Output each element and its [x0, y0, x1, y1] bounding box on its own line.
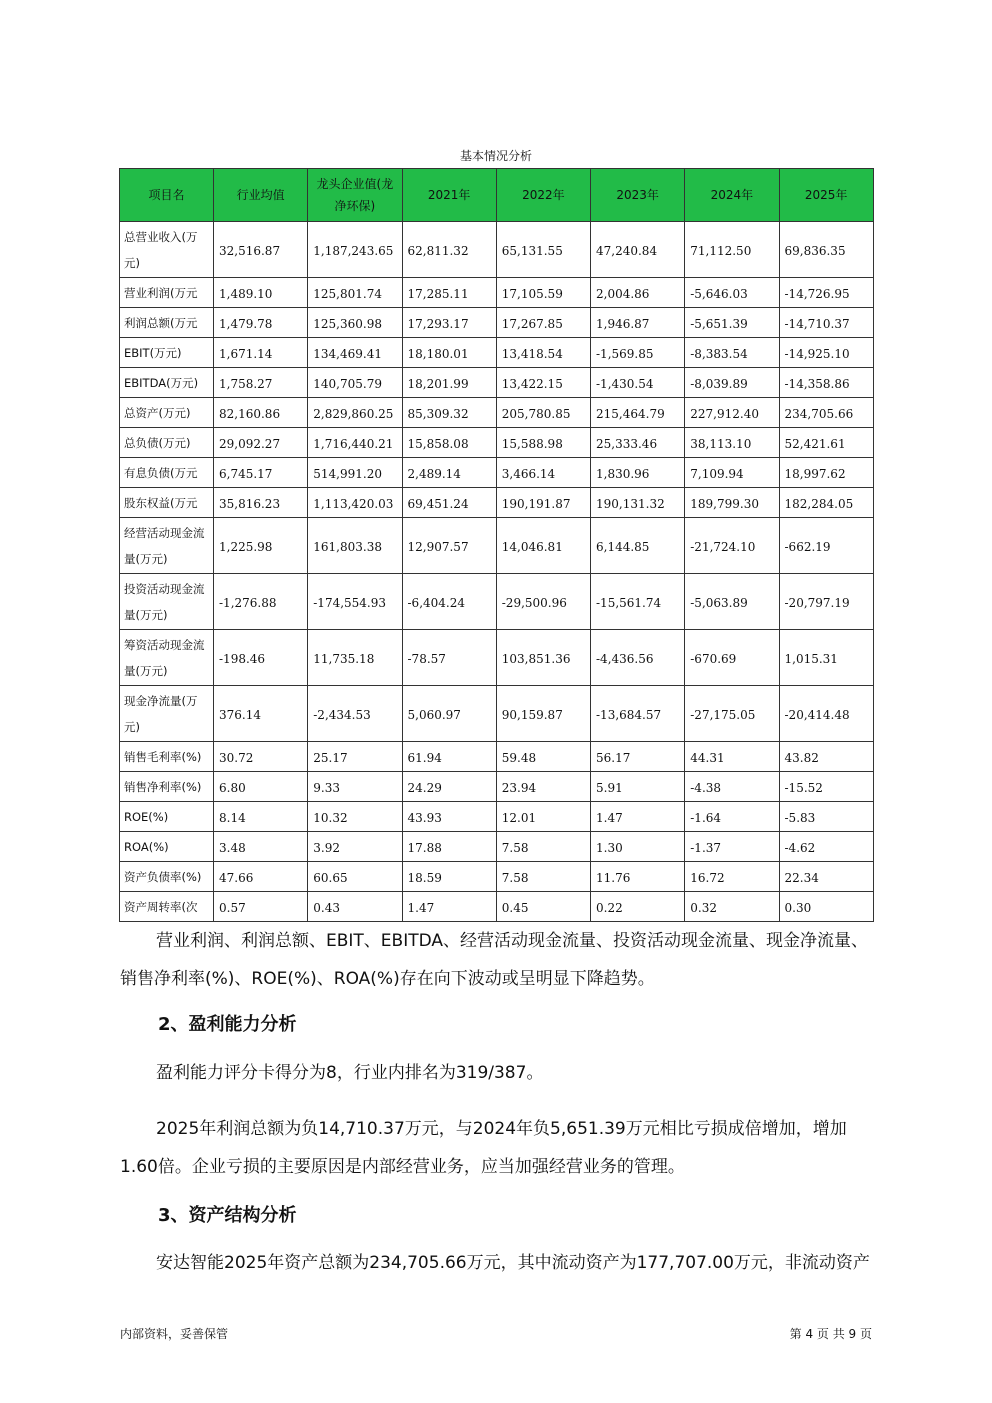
row-label: 股东权益(万元 [120, 488, 214, 518]
table-cell: 1,187,243.65 [308, 222, 402, 278]
table-cell: 13,418.54 [496, 338, 590, 368]
table-cell: 0.43 [308, 892, 402, 922]
table-cell: 61.94 [402, 742, 496, 772]
table-cell: 7,109.94 [685, 458, 779, 488]
table-cell: 23.94 [496, 772, 590, 802]
table-row [120, 308, 874, 338]
table-cell: 52,421.61 [779, 428, 873, 458]
table-row [120, 742, 874, 772]
table-cell: -14,358.86 [779, 368, 873, 398]
table-cell: -5.83 [779, 802, 873, 832]
table-cell: 227,912.40 [685, 398, 779, 428]
table-cell: 182,284.05 [779, 488, 873, 518]
row-label: 有息负债(万元 [120, 458, 214, 488]
table-cell: -8,039.89 [685, 368, 779, 398]
row-label: 经营活动现金流量(万元) [120, 518, 214, 574]
row-label: 营业利润(万元 [120, 278, 214, 308]
table-row [120, 630, 874, 686]
table-cell: 1,489.10 [214, 278, 308, 308]
table-cell: -14,726.95 [779, 278, 873, 308]
table-header-row [120, 169, 874, 222]
table-cell: 15,858.08 [402, 428, 496, 458]
table-cell: 7.58 [496, 832, 590, 862]
table-cell: 125,801.74 [308, 278, 402, 308]
table-cell: -13,684.57 [591, 686, 685, 742]
table-cell: 1,946.87 [591, 308, 685, 338]
table-cell: 2,489.14 [402, 458, 496, 488]
table-cell: 62,811.32 [402, 222, 496, 278]
table-cell: 29,092.27 [214, 428, 308, 458]
row-label: 投资活动现金流量(万元) [120, 574, 214, 630]
table-cell: 43.93 [402, 802, 496, 832]
table-cell: 38,113.10 [685, 428, 779, 458]
table-cell: 14,046.81 [496, 518, 590, 574]
header-2022: 2022年 [496, 169, 590, 222]
table-cell: -29,500.96 [496, 574, 590, 630]
table-row [120, 458, 874, 488]
row-label: 现金净流量(万元) [120, 686, 214, 742]
table-cell: 1.30 [591, 832, 685, 862]
table-cell: -14,925.10 [779, 338, 873, 368]
table-cell: 1,758.27 [214, 368, 308, 398]
table-cell: 134,469.41 [308, 338, 402, 368]
header-2021: 2021年 [402, 169, 496, 222]
asset-structure-detail: 安达智能2025年资产总额为234,705.66万元，其中流动资产为177,707.00万元，非流动资产 [156, 1253, 870, 1273]
table-cell: 10.32 [308, 802, 402, 832]
table-cell: 69,836.35 [779, 222, 873, 278]
table-cell: 90,159.87 [496, 686, 590, 742]
row-label: 总资产(万元) [120, 398, 214, 428]
table-cell: -5,063.89 [685, 574, 779, 630]
table-cell: 3,466.14 [496, 458, 590, 488]
table-cell: 44.31 [685, 742, 779, 772]
table-cell: -662.19 [779, 518, 873, 574]
table-cell: -15,561.74 [591, 574, 685, 630]
table-cell: 15,588.98 [496, 428, 590, 458]
table-cell: -670.69 [685, 630, 779, 686]
table-cell: -4,436.56 [591, 630, 685, 686]
table-cell: -6,404.24 [402, 574, 496, 630]
row-label: 销售净利率(%) [120, 772, 214, 802]
table-row [120, 398, 874, 428]
table-cell: 18,180.01 [402, 338, 496, 368]
table-cell: 71,112.50 [685, 222, 779, 278]
table-cell: 47.66 [214, 862, 308, 892]
table-cell: 376.14 [214, 686, 308, 742]
table-cell: -20,797.19 [779, 574, 873, 630]
table-cell: -4.62 [779, 832, 873, 862]
row-label: 总负债(万元) [120, 428, 214, 458]
table-cell: 17,105.59 [496, 278, 590, 308]
table-cell: 0.22 [591, 892, 685, 922]
table-cell: 7.58 [496, 862, 590, 892]
row-label: ROE(%) [120, 802, 214, 832]
table-row [120, 488, 874, 518]
table-row [120, 772, 874, 802]
table-row [120, 518, 874, 574]
table-cell: -1,569.85 [591, 338, 685, 368]
table-cell: 1,113,420.03 [308, 488, 402, 518]
table-body [120, 222, 874, 922]
table-cell: -21,724.10 [685, 518, 779, 574]
profitability-heading: 2、盈利能力分析 [158, 1014, 297, 1035]
header-2023: 2023年 [591, 169, 685, 222]
financial-table [119, 168, 874, 922]
table-cell: -27,175.05 [685, 686, 779, 742]
table-cell: -4.38 [685, 772, 779, 802]
table-cell: 0.32 [685, 892, 779, 922]
table-row [120, 278, 874, 308]
table-cell: 189,799.30 [685, 488, 779, 518]
table-cell: -5,646.03 [685, 278, 779, 308]
asset-structure-heading: 3、资产结构分析 [158, 1205, 297, 1226]
footer-confidential: 内部资料，妥善保管 [120, 1327, 229, 1341]
table-cell: 1,479.78 [214, 308, 308, 338]
table-cell: -15.52 [779, 772, 873, 802]
table-cell: 103,851.36 [496, 630, 590, 686]
table-cell: 1,225.98 [214, 518, 308, 574]
table-cell: 161,803.38 [308, 518, 402, 574]
table-cell: 5.91 [591, 772, 685, 802]
table-cell: -174,554.93 [308, 574, 402, 630]
table-cell: -14,710.37 [779, 308, 873, 338]
table-cell: -8,383.54 [685, 338, 779, 368]
table-row [120, 222, 874, 278]
table-row [120, 574, 874, 630]
table-cell: -1,430.54 [591, 368, 685, 398]
table-cell: 18,201.99 [402, 368, 496, 398]
row-label: 资产负债率(%) [120, 862, 214, 892]
table-cell: 69,451.24 [402, 488, 496, 518]
header-2024: 2024年 [685, 169, 779, 222]
table-cell: 13,422.15 [496, 368, 590, 398]
table-cell: 35,816.23 [214, 488, 308, 518]
table-row [120, 862, 874, 892]
table-cell: 9.33 [308, 772, 402, 802]
table-cell: 0.57 [214, 892, 308, 922]
header-leader-value: 龙头企业值(龙净环保) [308, 169, 402, 222]
table-cell: 1,671.14 [214, 338, 308, 368]
table-row [120, 428, 874, 458]
table-cell: 47,240.84 [591, 222, 685, 278]
profitability-detail: 2025年利润总额为负14,710.37万元，与2024年负5,651.39万元相比亏损成倍增加，增加1.60倍。企业亏损的主要原因是内部经营业务，应当加强经营业务的管理。 [120, 1119, 847, 1177]
table-cell: 12.01 [496, 802, 590, 832]
row-label: 销售毛利率(%) [120, 742, 214, 772]
row-label: ROA(%) [120, 832, 214, 862]
table-cell: 12,907.57 [402, 518, 496, 574]
table-row [120, 802, 874, 832]
footer-page-number: 第 4 页 共 9 页 [789, 1327, 872, 1341]
table-cell: 215,464.79 [591, 398, 685, 428]
table-row [120, 368, 874, 398]
table-cell: -198.46 [214, 630, 308, 686]
table-cell: -1.64 [685, 802, 779, 832]
table-cell: 30.72 [214, 742, 308, 772]
table-cell: -2,434.53 [308, 686, 402, 742]
row-label: 资产周转率(次 [120, 892, 214, 922]
table-row [120, 686, 874, 742]
row-label: EBIT(万元) [120, 338, 214, 368]
table-cell: 24.29 [402, 772, 496, 802]
table-cell: 17,285.11 [402, 278, 496, 308]
profitability-score: 盈利能力评分卡得分为8，行业内排名为319/387。 [156, 1063, 544, 1083]
table-cell: 140,705.79 [308, 368, 402, 398]
table-cell: 11.76 [591, 862, 685, 892]
trend-paragraph: 营业利润、利润总额、EBIT、EBITDA、经营活动现金流量、投资活动现金流量、现金净流量、销售净利率(%)、ROE(%)、ROA(%)存在向下波动或呈明显下降趋势。 [120, 931, 869, 989]
table-cell: 6,745.17 [214, 458, 308, 488]
table-cell: 1.47 [591, 802, 685, 832]
table-cell: 25,333.46 [591, 428, 685, 458]
table-cell: 17,267.85 [496, 308, 590, 338]
table-cell: 18.59 [402, 862, 496, 892]
table-cell: 190,191.87 [496, 488, 590, 518]
row-label: 总营业收入(万元) [120, 222, 214, 278]
table-cell: 82,160.86 [214, 398, 308, 428]
table-cell: 5,060.97 [402, 686, 496, 742]
table-cell: 3.92 [308, 832, 402, 862]
table-cell: 59.48 [496, 742, 590, 772]
table-cell: 43.82 [779, 742, 873, 772]
row-label: 利润总额(万元 [120, 308, 214, 338]
table-cell: 1,716,440.21 [308, 428, 402, 458]
table-cell: 65,131.55 [496, 222, 590, 278]
table-cell: 2,829,860.25 [308, 398, 402, 428]
table-cell: 205,780.85 [496, 398, 590, 428]
table-cell: 11,735.18 [308, 630, 402, 686]
table-cell: 56.17 [591, 742, 685, 772]
row-label: 筹资活动现金流量(万元) [120, 630, 214, 686]
table-cell: -5,651.39 [685, 308, 779, 338]
table-cell: 2,004.86 [591, 278, 685, 308]
table-cell: 1.47 [402, 892, 496, 922]
table-cell: 32,516.87 [214, 222, 308, 278]
table-cell: 190,131.32 [591, 488, 685, 518]
table-cell: 6.80 [214, 772, 308, 802]
table-cell: 1,015.31 [779, 630, 873, 686]
table-row [120, 892, 874, 922]
table-cell: -1.37 [685, 832, 779, 862]
table-caption: 基本情况分析 [459, 149, 532, 163]
row-label: EBITDA(万元) [120, 368, 214, 398]
table-cell: -20,414.48 [779, 686, 873, 742]
table-cell: 85,309.32 [402, 398, 496, 428]
table-cell: 514,991.20 [308, 458, 402, 488]
table-cell: -1,276.88 [214, 574, 308, 630]
table-cell: 22.34 [779, 862, 873, 892]
table-cell: 0.45 [496, 892, 590, 922]
table-cell: 125,360.98 [308, 308, 402, 338]
table-cell: -78.57 [402, 630, 496, 686]
table-cell: 234,705.66 [779, 398, 873, 428]
table-cell: 1,830.96 [591, 458, 685, 488]
table-row [120, 832, 874, 862]
table-cell: 6,144.85 [591, 518, 685, 574]
table-row [120, 338, 874, 368]
header-industry-avg: 行业均值 [214, 169, 308, 222]
table-cell: 17,293.17 [402, 308, 496, 338]
table-cell: 16.72 [685, 862, 779, 892]
table-cell: 3.48 [214, 832, 308, 862]
table-cell: 60.65 [308, 862, 402, 892]
table-cell: 18,997.62 [779, 458, 873, 488]
table-cell: 0.30 [779, 892, 873, 922]
header-item-name: 项目名 [120, 169, 214, 222]
header-2025: 2025年 [779, 169, 873, 222]
table-cell: 17.88 [402, 832, 496, 862]
table-cell: 25.17 [308, 742, 402, 772]
table-cell: 8.14 [214, 802, 308, 832]
